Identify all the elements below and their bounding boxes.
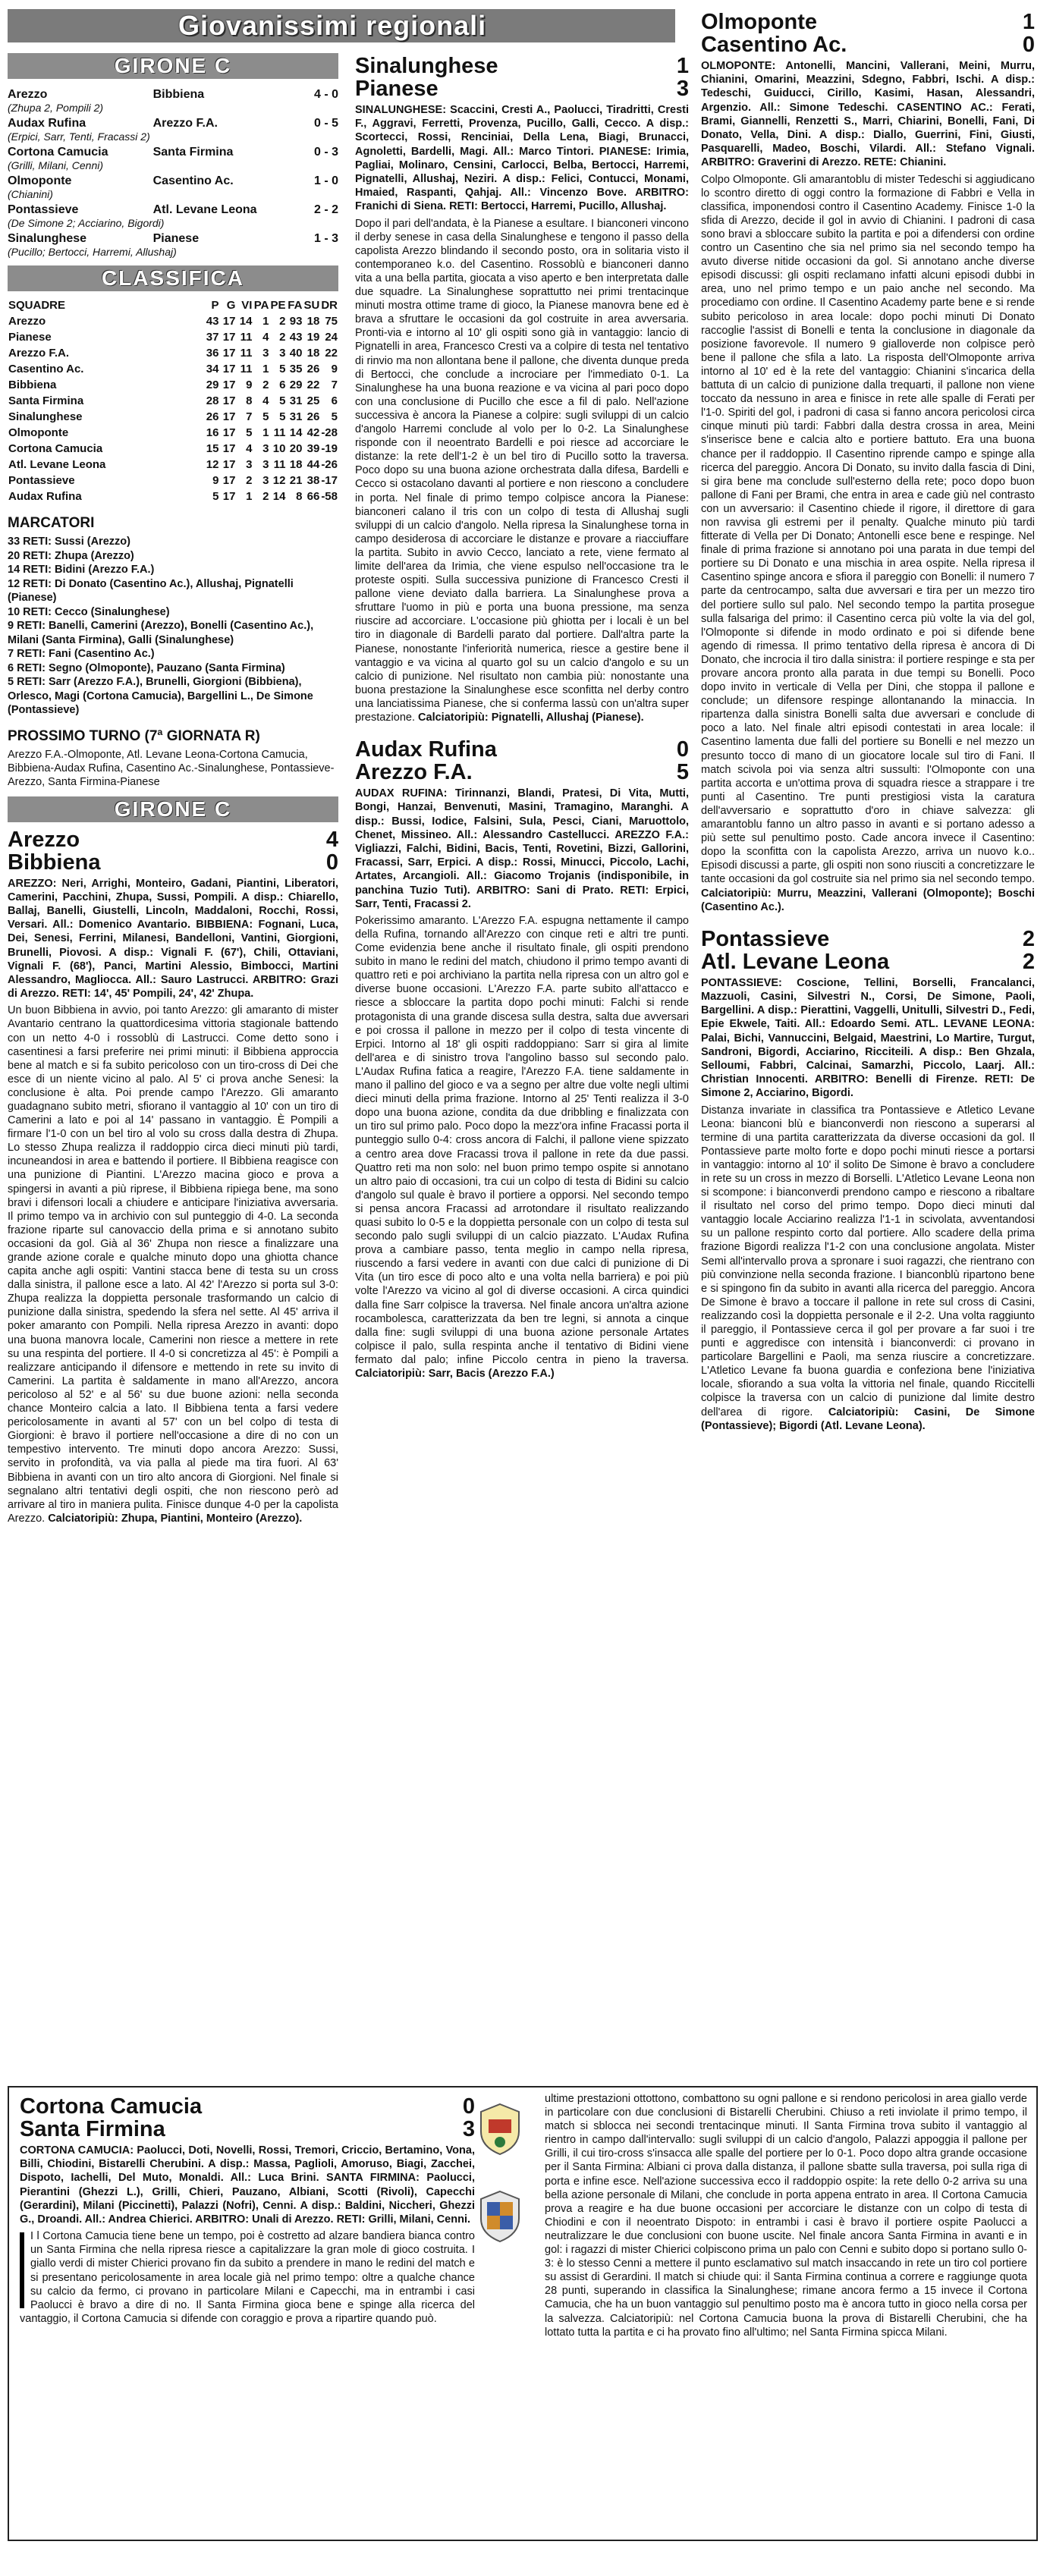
- standings-value: 17: [222, 331, 236, 344]
- standings-value: 11: [273, 458, 286, 471]
- column-3: [701, 11, 1035, 1447]
- prossimo-turno-title: PROSSIMO TURNO (7ª GIORNATA R): [8, 727, 260, 744]
- standings-header-cell: SU: [303, 299, 320, 312]
- standings-header-cell: PA: [253, 299, 269, 312]
- marcatori-list: [8, 535, 338, 718]
- standings-value: 26: [306, 363, 320, 375]
- standings-header-cell: FA: [288, 299, 303, 312]
- marcatori-title: MARCATORI: [8, 515, 95, 531]
- result-row: [8, 114, 338, 130]
- standings-value: 17: [222, 347, 236, 360]
- standings-value: 17: [222, 315, 236, 328]
- standings-header-cell: P: [211, 299, 219, 312]
- result-row: [8, 143, 338, 159]
- girone-bar-2: GIRONE C: [8, 796, 338, 822]
- standings-header-cell: DR: [321, 299, 338, 312]
- standings-row: [8, 393, 338, 409]
- standings-value: 31: [289, 394, 303, 407]
- match-header-home: [8, 828, 338, 851]
- match-body: [8, 1004, 338, 1525]
- standings-team: Olmoponte: [8, 426, 69, 439]
- result-home: Olmoponte: [8, 174, 72, 187]
- standings-team: Pianese: [8, 331, 52, 344]
- standings-row: [8, 457, 338, 473]
- calciatori-label: Calciatoripiù:: [418, 712, 489, 724]
- standings-header-cell: PE: [270, 299, 286, 312]
- standings-value: 14: [272, 490, 286, 503]
- standings-value: 6: [331, 394, 338, 407]
- calciatori-names: Murru, Meazzini, Vallerani (Olmoponte); Boschi (Casentino Ac.).: [701, 887, 1035, 913]
- result-score: 0 - 3: [313, 146, 338, 159]
- score-home: 1: [676, 54, 689, 78]
- match-header-away: [355, 77, 689, 100]
- match-roster: AUDAX RUFINA: Tirinnanzi, Blandi, Pratesi, Di Vita, Mutti, Bongi, Hanzai, Benvenuti, Masini, Tramagino, Maranghi. A disp.: Bussi, Iodice, Falsini, Sula, Pesci, Ciani, Maruottolo, Chenet, Missineo. All.: Alessandro Castellucci. AREZZO F.A.: Vigliazzi, Falchi, Bidini, Bacis, Tenti, Rovetini, Bizzi, Gallorini, Fracassi, Sarr, Erpici. A disp.: Rossi, Minucci, Piccolo, Lachi, Artates, Arcangioli. All.: Giacomo Trojanis (indisponibile, in panchina Tuzio Tuti). ARBITRO: Sani di Prato. RETI: Erpici, Sarr, Tenti, Fracassi 2.: [355, 787, 689, 910]
- result-home: Pontassieve: [8, 203, 79, 216]
- standings-row: [8, 409, 338, 425]
- match-article: [701, 11, 1035, 914]
- match-body-left-text: I l Cortona Camucia tiene bene un tempo, poi è costretto ad alzare bandiera bianca contro un Santa Firmina che nella ripresa riesce a capitalizzare la gran mole di gioco costruita. I giallo verdi di mister Chierici provano fin da subito a prendere in mano le redini del match e si presentano pericolosamente in area locale già nel primo tempo: oltre a qualche chance su calcio da fermo, ci provano in particolare Milani e Capecchi, ma in entrambi i casi Paolucci è bravo a dire di no. Il Santa Firmina gioca bene e spinge alla ricerca del vantaggio, il Cortona Camucia si difende con coraggio e prova a ripartire quando può.: [20, 2230, 475, 2325]
- standings-team: Arezzo: [8, 315, 46, 328]
- standings-value: 22: [325, 347, 338, 360]
- standings-value: 1: [262, 426, 269, 439]
- scorer-line: 7 RETI: Fani (Casentino Ac.): [8, 648, 155, 660]
- team-home: Sinalunghese: [355, 54, 498, 78]
- column-2: [355, 55, 689, 1394]
- standings-value: 19: [306, 331, 320, 344]
- team-home: Arezzo: [8, 827, 80, 852]
- standings-value: 18: [289, 458, 303, 471]
- standings-value: 4: [262, 331, 269, 344]
- match-body-text: Colpo Olmoponte. Gli amarantoblu di mister Tedeschi si aggiudicano lo scontro diretto di oggi contro la formazione di Fabbri e Vella in classifica, imponendosi contro il Casentino Academy. Finisce 1-0 la sfida di Arezzo, decide il gol in avvio di Chianini. I padroni di casa sono bravi a sbloccare subito la partita e poi a difendersi con ordine contro un Casentino che sia nel primo sia nel secondo tempo ha avuto diverse nitide occasioni da gol. Si annotano anche diverse episodi discussi: gli ospiti reclamano infatti alcuni episodi dubbi in area, uno nel primo tempo e un paio anche nel secondo. Ma procediamo con ordine. Il Casentino Academy parte bene e si rende subito pericoloso in area locale: dopo pochi minuti Di Donato raccoglie l'assist di Bonelli e tenta la conclusione in diagonale da posizione favorevole. Il numero 9 gialloverde non colpisce però bene il pallone che sfila a lato. La risposta dell'Olmoponte arriva intorno al 10' ed è la rete del vantaggio: Chianini s'incarica della battuta di un calcio di punizione dalla trequarti, il pallone non viene toccato da nessuno in area e finisce in rete alle spalle di Ferati per l'1-0. Spiriti del gol, i padroni di casa si fanno ancora pericolosi circa cinque minuti più tardi: Fabbri dalla destra crossa in area, Meini s'inserisce bene e calcia alto e portiere battuto. Era una buona chance per il raddoppio. Il Casentino riprende campo e spinge alla ricerca del pareggio. Ancora Di Donato, su invito dalla fascia di Dini, si gira bene ma conclude sull'esterno della rete; poco dopo buon pallone di Fani per Brami, che entra in area e cade giù nel contrasto con un avversario: il Casentino chiede il rigore, il direttore di gara non ravvisa gli estremi per il penalty. Qualche minuto più tardi fitterate di Vella per Di Donato; Antonelli esce bene e respinge. Nel finale di prima frazione si annotano poi una parata in due tempi del portiere su Di Donato e una mischia in area ospite. Nella ripresa il Casentino spinge ancora e sfiora il pareggio con Bonelli: il numero 7 parte da centrocampo, salta due avversari e tira per un mezzo tiro del portiere sullo sul palo. Nel secondo tempo la partita prosegue sulla falsariga del primo: il Casentino cerca più volte la via del gol, l'Olmoponte si difende in modo ordinato e poi si difende bene agendo di rimessa. Il primo tentativo della ripresa è ancora di Di Donato, che incrocia il tiro dalla sinistra: il portiere respinge e sta per provare ancora pronto alla parata in due tempi su Bonelli. Poco dopo invito in verticale di Vella per Dini, che stoppa il pallone e conclude; un difensore respinge allontanando la minaccia. In ripartenza dalla sinistra Bonelli salta due avversari e conclude di poco a lato. Nel finale altri episodi contestati in area locale: il Casentino lamenta due falli del portiere su Bonelli e nel mezzo un presunto tocco di mano di un giocatore locale sul tiro di Fani. Il match scivola poi via senza altri sussulti: l'Olmoponte con una partita accorta e un'ottima prova di squadra riesce a strappare i tre punti al Casentino. Tre punti prestigiosi vista la caratura dell'avversario e soprattutto d'oro in chiave salvezza: gli amarantoblu fanno un altro passo in avanti e si portano adesso a più sette sul penultimo posto. Cade ancora invece il Casentino: dopo la sconfitta con la capolista Arezzo, arriva un nuovo k.o.. Episodi discussi a parte, gli ospiti non sono riusciti a concretizzare le tante occasioni da gol costruite sia nel primo sia nel secondo tempo.: [701, 173, 1035, 886]
- match-body-text: Un buon Bibbiena in avvio, poi tanto Arezzo: gli amaranto di mister Avantario centrano la quattordicesima vittoria stagionale battendo con un netto 4-0 i rossoblù di Lastrucci. Come detto sono i casentinesi a farsi preferire nei primi minuti: il Bibbiena approccia bene al match e si fa subito pericoloso con un tiro-cross di Dei che esce di un niente vicino al palo. Al 5' ci prova anche Senesi: la conclusione è alta. Poi prende campo l'Arezzo. Gli amaranto guadagnano subito metri, sfiorano il vantaggio al 10' con un tiro di Camerini a lato e poi al 14' passano in vantaggio. È Pompili a firmare l'1-0 con un bel tiro al volo su cross dalla destra di Zhupa. Lo stesso Zhupa realizza il raddoppio circa dieci minuti più tardi, incuneandosi in area e battendo il portiere. Il Bibbiena reagisce con una punizione di Piantini. L'Arezzo macina gioco e prova a spingersi in avanti a più riprese, il Bibbiena ripiega bene, ma sono bravi i difensori locali a chiudere e anticipare l'iniziativa avversaria. Il primo tempo va in archivio con sul punteggio di 4-0. La seconda frazione riparte sul canovaccio della prima e si annotano subito occasioni da gol. Già al 36' Zhupa non riesce a finalizzare una grande azione corale e qualche minuto dopo una ghiotta chance capita anche agli ospiti: Vantini stacca bene di testa su un cross dalla sinistra, il pallone esce a lato. Al 42' l'Arezzo si porta sul 3-0: Zhupa realizza la doppietta personale trasformando un calcio di punizione dalla sinistra, spedendo la sfera nel sette. Al 45' arriva il poker amaranto con Pompili. Nella ripresa Arezzo in avanti: dopo una buona manovra locale, Camerini non riesce a mettere in rete su una respinta del portiere. Il 4-0 si concretizza al 45': è Pompili a realizzare anticipando il difensore e mettendo in rete su invito di Camerini. La partita è saldamente in mano all'Arezzo, ancora pericoloso al 52' e al 56' su due buone azioni: nella seconda chance Monteiro calcia a lato. Il Bibbiena tenta a farsi vedere pericolosamente in avanti al 57' con un bel colpo di testa di Giorgioni: è bravo il portiere nell'occasione a dire di no con un tempestivo intervento. Tre minuti dopo ancora Arezzo: Sussi, servito in profondità, va via palla al piede ma tira fuori. Al 63' Bibbiena in avanti con un tiro alto ancora di Giorgioni. Nel finale si segnalano altri tentativi degli ospiti, che non riescono però ad arrivare al tiro in maniera pulita. Finisce dunque 4-0 per la capolista Arezzo.: [8, 1004, 338, 1525]
- team-crest-icon: [478, 2103, 522, 2156]
- match-header-away: [701, 33, 1035, 56]
- standings-value: 1: [262, 315, 269, 328]
- score-home: 0: [676, 737, 689, 762]
- standings-value: 40: [289, 347, 303, 360]
- standings-value: 5: [279, 394, 286, 407]
- match-roster: PONTASSIEVE: Coscione, Tellini, Borselli, Francalanci, Mazzuoli, Casini, Silvestri N., Corsi, De Simone, Paoli, Bargellini. A disp.: Pierattini, Vaggelli, Unitulli, Silvestri D., Fedi, Epie Ekwele, Taiti. All.: Edoardo Semi. ATL. LEVANE LEONA: Palai, Bichi, Vannuccini, Belgaid, Maestrini, Lo Martire, Turgut, Sandroni, Bigordi, Acciarino, Ricciteili. A disp.: Ben Ghzala, Selloumi, Fabbri, Calcinai, Samarzhi, Piccolo, Laarj. All.: Christian Innocenti. ARBITRO: Benelli di Firenze. RETI: De Simone 2, Acciarino, Bigordi.: [701, 976, 1035, 1100]
- standings-value: -17: [321, 474, 338, 487]
- standings-row: [8, 313, 338, 329]
- result-row: [8, 85, 338, 102]
- standings-value: 12: [272, 474, 286, 487]
- result-scorers: (De Simone 2; Acciarino, Bigordi): [8, 217, 165, 229]
- standings-team: Cortona Camucia: [8, 442, 103, 455]
- standings-value: 42: [306, 426, 320, 439]
- team-home: Audax Rufina: [355, 737, 497, 762]
- section-banner: Giovanissimi regionali: [8, 9, 675, 42]
- match-body-text: Distanza invariate in classifica tra Pontassieve e Atletico Levane Leona: bianconi blù e bianconverdi non riescono a superarsi al termine di una partita caratterizzata da diverse occasioni da gol. Il Pontassieve parte molto forte e dopo pochi minuti riesce a portarsi in vantaggio: intorno al 10' il solito De Simone è bravo a concludere in rete su un cross in mezzo di Borselli. L'Atletico Levane Leona non si scompone: i bianconverdi prendono campo e riescono a ribaltare il risultato nel corso del primo tempo. Dopo dieci minuti dal vantaggio locale Acciarino realizza l'1-1 in scivolata, avventandosi su un pallone respinto corto dal portiere. Allo scadere della prima frazione Bigordi realizza l'1-2 con una conclusione angolata. Mister Semi all'intervallo prova a spronare i suoi ragazzi, che rientrano con più convinzione nella seconda frazione. I bianconblù ripartono bene e si spingono fin da subito in avanti alla ricerca del pareggio. Ancora De Simone è bravo a toccare il pallone in rete sul cross di Casini, realizzando così la doppietta personale e il 2-2. Una volta raggiunto il pareggio, il Pontassieve cerca il gol per provare a far suoi i tre punti e aggredisce con intensità i bianconverdi: ci provano in particolare Bargellini e Paoli, ma senza riuscire a concretizzare. L'Atletico Levane fa buona guardia e confeziona bene l'iniziativa locale, sfiorando a sua volta la vittoria nel finale, quando Riccitelli colpisce la traversa con un calcio di punizione dal limite destro dell'area di rigore.: [701, 1104, 1035, 1418]
- match-header-home: [355, 55, 689, 77]
- standings-value: 4: [262, 394, 269, 407]
- standings-value: 38: [306, 474, 320, 487]
- result-scorers: (Grilli, Milani, Cenni): [8, 159, 104, 171]
- standings-value: 36: [206, 347, 219, 360]
- team-away: Pianese: [355, 77, 438, 101]
- standings-team: Audax Rufina: [8, 490, 82, 503]
- match-body-text: Dopo il pari dell'andata, è la Pianese a esultare. I bianconeri vincono il derby senese in casa della Sinalunghese e tengono il passo della capolista Arezzo blindando il secondo posto, ora in solitaria visto il contemporaneo k.o. del Casentino. Rossoblù e bianconeri danno vita a una bella partita, giocata a viso aperto e ben interpretata dalle due squadre. La Sinalunghese soprattutto nei primi trentacinque minuti mostra ottime trame di gioco, la Pianese manovra bene ed è brava a sfruttare le occasioni da gol costruite in area avversaria. Pronti-via e intorno al 10' gli ospiti sono già in vantaggio: lancio di Pignatelli in area, Francesco Cresti va a colpire di testa nel tentativo di rinvio ma non allontana bene il pallone, che diventa dunque preda di Bertocci, che conclude a incrociare per l'immediato 0-1. La Sinalunghese ha una buona reazione e va vicina al pari poco dopo con una conclusione di Pucillo che esce a fil di palo. Nell'azione successiva è ancora la Pianese a colpire: sugli sviluppi di un calcio d'angolo Harremi conclude al volo per lo 0-2. La Sinalunghese risponde con il neoentrato Bardelli e poi riesce ad accorciare le distanze: la rete dell'1-2 è un bel tiro di Pucillo sotto la traversa. Poco dopo su una buona azione orchestrata dalla difesa, Bardelli e Cecco si ostacolano davanti al portiere e non riescono a concludere in porta. Nel finale di primo tempo colpisce ancora la Pianese: bianconeri calano il tris con un colpo di testa di Allushaj sugli sviluppi di un calcio d'angolo. Nella ripresa la Sinalunghese torna in campo desiderosa di accorciare le distanze e provare a riacciuffare la partita. Subito in avvio Cecco, lanciato a rete, viene fermato al limite dell'area da Irimia, che viene espulso nell'occasione tra le proteste ospiti. Sulla successiva punizione di Francesco Cresti il pallone viene deviato dalla barriera. La Sinalunghese prova a sfruttare l'uomo in più e porta una buona pressione, ma senza riuscire ad accorciare. L'occasione più ghiotta per i locali è un bel tiro in diagonale di Bardelli parato dal portiere. Dall'altra parte la Pianese, nonostante l'inferiorità numerica, riesce a gestire bene il vantaggio e va vicina al quarto gol su un calcio d'angolo e su un calcio di punizione. Nel risultato non cambia più: nonostante una buona prestazione la Sinalunghese esce sconfitta nel derby contro una lanciatissima Pianese, che si conferma lassù con un'altra super prestazione.: [355, 217, 689, 724]
- standings-value: 11: [273, 426, 286, 439]
- standings-header-cell: SQUADRE: [8, 299, 66, 312]
- result-away: Pianese: [152, 232, 200, 245]
- score-home: 4: [325, 827, 338, 852]
- classifica-title: CLASSIFICA: [8, 265, 338, 291]
- standings-value: 12: [206, 458, 219, 471]
- standings-value: -28: [321, 426, 338, 439]
- standings-value: 93: [289, 315, 303, 328]
- result-home: Arezzo: [8, 88, 48, 101]
- scorer-line: 5 RETI: Sarr (Arezzo F.A.), Brunelli, Giorgioni (Bibbiena), Orlesco, Magi (Cortona Camucia), Bargellini L., De Simone (Pontassieve): [8, 676, 313, 716]
- standings-value: 10: [272, 442, 286, 455]
- standings-value: 17: [222, 474, 236, 487]
- standings-value: 43: [289, 331, 303, 344]
- match-body: [355, 217, 689, 724]
- scorer-line: 33 RETI: Sussi (Arezzo): [8, 536, 130, 548]
- standings-value: 4: [246, 442, 253, 455]
- standings-team: Atl. Levane Leona: [8, 458, 106, 471]
- calciatori-label: Calciatoripiù:: [48, 1512, 118, 1525]
- standings-value: 8: [246, 394, 253, 407]
- standings-value: 20: [289, 442, 303, 455]
- match-roster: CORTONA CAMUCIA: Paolucci, Doti, Novelli, Rossi, Tremori, Criccio, Bertamino, Vona, Billi, Chiodini, Bistarelli Cherubini. A disp.: Massa, Paglioli, Amoruso, Biagi, Zacchei, Dispoto, Iachelli, Del Muto, Monaldi. All.: Luca Brini. SANTA FIRMINA: Paolucci, Pierantini (Ghezzi L.), Grilli, Chieri, Pauzano, Albiani, Scotti (Rivoli), Capecchi (Gerardini), Milani (Piccinetti), Palazzi (Nofri), Cenni. A disp.: Baldini, Niccheri, Ghezzi G., Droandi. All.: Andrea Chierici. ARBITRO: Unali di Arezzo. RETI: Grilli, Milani, Cenni.: [20, 2144, 475, 2226]
- standings-row: [8, 441, 338, 457]
- result-score: 4 - 0: [313, 88, 338, 101]
- standings-value: 5: [331, 410, 338, 423]
- result-away: Atl. Levane Leona: [152, 203, 257, 216]
- match-header-away: [8, 851, 338, 874]
- standings-row: [8, 377, 338, 393]
- team-away: Casentino Ac.: [701, 33, 847, 57]
- standings-value: 3: [262, 458, 269, 471]
- result-scorers-row: [8, 159, 338, 171]
- calciatori-names: Casini, De Simone (Pontassieve); Bigordi (Atl. Levane Leona).: [701, 1406, 1036, 1432]
- standings-value: 2: [279, 315, 286, 328]
- score-home: 0: [462, 2094, 475, 2119]
- match-roster: SINALUNGHESE: Scaccini, Cresti A., Paolucci, Tiradritti, Cresti F., Aggravi, Ferretti, Provenza, Pucillo, Galli, Cecco. A disp.: Scortecci, Rossi, Renciniai, Della Lena, Biagi, Brunacci, Agnoletti, Bardelli, Magi. All.: Marco Tintori. PIANESE: Irimia, Pagliai, Molinaro, Censini, Carlocci, Belba, Bertocci, Harremi, Pignatelli, Allushaj, Neziri. A disp.: Felici, Contucci, Monami, Hmaied, Raspanti, Qahjaj. All.: Vincenzo Bove. ARBITRO: Franichi di Siena. RETI: Bertocci, Harremi, Pucillo, Allushaj.: [355, 104, 689, 213]
- calciatori-label: Calciatoripiù:: [828, 1406, 899, 1418]
- standings-row: [8, 329, 338, 345]
- standings-value: 8: [296, 490, 303, 503]
- result-row: [8, 229, 338, 246]
- team-away: Atl. Levane Leona: [701, 949, 890, 974]
- standings-value: 17: [222, 410, 236, 423]
- match-header-home: [355, 738, 689, 761]
- team-away: Santa Firmina: [20, 2117, 165, 2141]
- match-body: [355, 914, 689, 1381]
- standings-value: 25: [306, 394, 320, 407]
- standings-value: 2: [262, 379, 269, 391]
- standings-value: 24: [325, 331, 338, 344]
- standings-value: 9: [246, 379, 253, 391]
- match-header-home: [701, 928, 1035, 950]
- result-scorers-row: [8, 217, 338, 229]
- standings-value: 17: [222, 394, 236, 407]
- standings-value: 17: [222, 490, 236, 503]
- score-away: 2: [1022, 949, 1035, 974]
- standings-value: 18: [306, 347, 320, 360]
- standings-row: [8, 361, 338, 377]
- standings-value: 44: [306, 458, 320, 471]
- result-away: Santa Firmina: [152, 146, 234, 159]
- standings-row: [8, 473, 338, 488]
- score-home: 1: [1022, 10, 1035, 34]
- score-away: 0: [1022, 33, 1035, 57]
- column-1: [8, 46, 338, 1539]
- results-table: [8, 85, 338, 258]
- standings-value: 17: [222, 379, 236, 391]
- calciatori-names: Pignatelli, Allushaj (Pianese).: [491, 712, 644, 724]
- standings-value: 66: [306, 490, 320, 503]
- standings-value: 16: [206, 426, 219, 439]
- scorer-line: 6 RETI: Segno (Olmoponte), Pauzano (Santa Firmina): [8, 661, 285, 674]
- standings-value: 34: [206, 363, 219, 375]
- standings-value: 11: [240, 331, 253, 344]
- standings-value: 17: [222, 426, 236, 439]
- standings-value: 18: [306, 315, 320, 328]
- bottom-match-left: [20, 2095, 475, 2326]
- result-score: 2 - 2: [313, 203, 338, 216]
- match-body: [701, 1104, 1035, 1433]
- standings-value: 21: [289, 474, 303, 487]
- col2-matches: [355, 55, 689, 1381]
- calciatori-names: Zhupa, Piantini, Monteiro (Arezzo).: [121, 1512, 303, 1525]
- score-away: 0: [325, 850, 338, 875]
- standings-value: 17: [222, 363, 236, 375]
- standings-value: 35: [289, 363, 303, 375]
- result-scorers-row: [8, 102, 338, 114]
- result-score: 0 - 5: [313, 117, 338, 130]
- standings-value: 9: [212, 474, 219, 487]
- result-away: Bibbiena: [152, 88, 205, 101]
- standings-value: 43: [206, 315, 219, 328]
- standings-value: 26: [306, 410, 320, 423]
- calciatori-label: Calciatoripiù:: [701, 887, 772, 900]
- result-scorers: (Erpici, Sarr, Tenti, Fracassi 2): [8, 130, 150, 143]
- col3-matches: [701, 11, 1035, 1433]
- girone-results-title: GIRONE C: [8, 53, 338, 79]
- result-home: Audax Rufina: [8, 117, 86, 130]
- standings-value: 22: [306, 379, 320, 391]
- score-home: 2: [1022, 926, 1035, 951]
- scorer-line: 9 RETI: Banelli, Camerini (Arezzo), Bonelli (Casentino Ac.), Milani (Santa Firmina), Galli (Sinalunghese): [8, 620, 314, 646]
- prossimo-turno-text: Arezzo F.A.-Olmoponte, Atl. Levane Leona-Cortona Camucia, Bibbiena-Audax Rufina, Casentino Ac.-Sinalunghese, Pontassieve-Arezzo, Santa Firmina-Pianese: [8, 748, 335, 788]
- standings-value: 17: [222, 458, 236, 471]
- standings-value: 5: [246, 426, 253, 439]
- standings-value: 26: [206, 410, 219, 423]
- standings-value: 5: [212, 490, 219, 503]
- team-home: Pontassieve: [701, 926, 830, 951]
- match-header-away: [20, 2118, 475, 2141]
- match-header-home: [701, 11, 1035, 33]
- match-article: [355, 55, 689, 724]
- standings-team: Arezzo F.A.: [8, 347, 70, 360]
- team-home: Olmoponte: [701, 10, 818, 34]
- result-row: [8, 200, 338, 217]
- standings-value: 28: [206, 394, 219, 407]
- standings-value: 3: [262, 347, 269, 360]
- standings-value: 3: [262, 474, 269, 487]
- match-header-away: [701, 950, 1035, 973]
- match-header-home: [20, 2095, 475, 2118]
- match-body: [701, 173, 1035, 914]
- match-article: [701, 928, 1035, 1433]
- standings-value: 6: [279, 379, 286, 391]
- standings-value: -58: [321, 490, 338, 503]
- standings-team: Sinalunghese: [8, 410, 83, 423]
- match-header-away: [355, 761, 689, 784]
- standings-value: 3: [262, 442, 269, 455]
- team-away: Arezzo F.A.: [355, 760, 473, 785]
- scorer-line: 10 RETI: Cecco (Sinalunghese): [8, 605, 170, 618]
- standings-value: 2: [262, 490, 269, 503]
- standings-value: 37: [206, 331, 219, 344]
- standings-value: -19: [321, 442, 338, 455]
- standings-header-row: [8, 297, 338, 313]
- standings-value: 9: [331, 363, 338, 375]
- match-body-right: ultime prestazioni ottottono, combattono su ogni pallone e si rendono pericolosi in area giallo verde in particolare con due conclusioni di Bistarelli Cherubini. Chiuso a reti inviolate il primo tempo, il match si sblocca nei secondi trentacinque minuti. Il Santa Firmina trova subito il vantaggio al rientro in campo dall'intervallo: sugli sviluppi di un calcio d'angolo, Palazzi appoggia il pallone per Grilli, il cui tiro-cross s'insacca alle spalle del portiere per lo 0-1. Poco dopo altra grande occasione per il Santa Firmina: Albiani ci prova dalla distanza, il pallone sbatte sulla traversa, poi sulla riga di porta e infine esce. Nell'azione successiva ecco il raddoppio ospite: la rete dello 0-2 arriva su una bella azione personale di Milani, che conclude in porta appena entrato in area. Il Cortona Camucia prova a reagire e ha due buone occasioni per accorciare le distanze con un colpo di testa di Chiodini e con il neoentrato Dispoto: in entrambi i casi è bravo il portiere ospite Paolucci a neutralizzare le due conclusioni con buone uscite. Nel finale ancora Santa Firmina in avanti e in gol: i ragazzi di mister Chierici colpiscono prima un palo con Cenni e subito dopo si portano sullo 0-3: è lo stesso Cenni a mettere il punto esclamativo sul match insaccando in rete un tiro col portiere su assist di Gerardini. Il match si chiude qui: il Santa Firmina continua a correre e raggiunge quota 28 punti, superando in classifica la Sinalunghese; rimane ancora fermo a 15 invece il Cortona Camucia, che ha un buon vantaggio sul penultimo posto ma è ancora tutto in gioco nella corsa per la salvezza. Calciatoripiù: nel Cortona Camucia buona la prova di Bistarelli Cherubini, che ha lottato tutta la partita e ci ha provato fino all'ultimo; nel Santa Firmina spicca Milani.: [545, 2093, 1027, 2339]
- standings-value: 11: [240, 363, 253, 375]
- standings-value: 3: [246, 458, 253, 471]
- col1-matches: [8, 828, 338, 1525]
- bottom-match-box: [8, 2086, 1038, 2541]
- standings-team: Pontassieve: [8, 474, 75, 487]
- match-article: [355, 738, 689, 1381]
- dropcap-bar: [20, 2232, 24, 2308]
- result-score: 1 - 0: [313, 174, 338, 187]
- result-row: [8, 171, 338, 188]
- team-away: Bibbiena: [8, 850, 101, 875]
- scorer-line: 14 RETI: Bidini (Arezzo F.A.): [8, 564, 155, 576]
- result-away: Arezzo F.A.: [152, 117, 218, 130]
- score-away: 3: [676, 77, 689, 101]
- standings-value: 14: [239, 315, 253, 328]
- match-body-left: [20, 2229, 475, 2326]
- standings-value: 5: [279, 410, 286, 423]
- scorer-line: 12 RETI: Di Donato (Casentino Ac.), Allushaj, Pignatelli (Pianese): [8, 577, 294, 604]
- match-body-text: Pokerissimo amaranto. L'Arezzo F.A. espugna nettamente il campo della Rufina, tornando all'Arezzo con cinque reti e altri tre punti. Come evidenzia bene anche il risultato finale, gli ospiti prendono subito in mano le redini del match, chiudono il primo tempo avanti di quattro reti e poi archiviano la partita nella ripresa con un altro gol e diverse buone occasioni. L'Arezzo F.A. parte subito all'attacco e riesce a sbloccare la partita dopo pochi minuti: Falchi si rende protagonista di una grande discesa sulla destra, salta due avversari e poi crossa il pallone in mezzo per il colpo di testa vincente di Erpici. Intorno al 18' gli ospiti raddoppiano: Sarr si gira al limite dell'area e di sinistro trova l'angolino basso sul secondo palo. L'Audax Rufina fatica a reagire, l'Arezzo F.A. tiene saldamente in mano il pallino del gioco e va a segno per altre due volte negli ultimi dieci minuti della prima frazione. Intorno al 25' Tenti realizza il 3-0 dopo una buona azione, condita da due dribbling e finalizzata con un tiro sul primo palo. Poco dopo la mezz'ora infine Fracassi porta il punteggio sullo 0-4: cross ancora di Falchi, il pallone viene spizzato a centro area dove Fracassi trova il pallone in rete da due passi. Quattro reti ma non solo: nel buon primo tempo ospite si annotano un altro paio di occasioni, tra cui un colpo di testa di Bidini su calcio d'angolo sul quale è bravo il portiere a opporsi. Nel secondo tempo si pensa ancora Fracassi ad arrotondare il risultato realizzando quasi subito lo 0-5 e la doppietta personale con un colpo di testa sul secondo palo sugli sviluppi di un calcio piazzato. L'Audax Rufina prova a cambiare passo, tenta meglio in campo nella ripresa, riuscendo a farsi vedere in avanti con due calci di punizione di Di Vita (un tiro esce di poco alto e una volta nella barriera) e poi più volte l'Arezzo va vicino al gol di diverse occasioni. A circa quindici dalla fine Sarr colpisce la traversa. Nel finale ancora un'altra azione rocambolesca, caratterizzata da ben tre legni, si annota a cinque dalla fine: sugli sviluppi di una buona azione personale Artates colpisce il palo, sulla respinta anche il tentativo di Bidini viene fermato dal palo; infine Piccolo centra in pieno la traversa.: [355, 914, 689, 1366]
- standings-team: Casentino Ac.: [8, 363, 84, 375]
- calciatori-label: Calciatoripiù:: [355, 1368, 426, 1381]
- result-scorers-row: [8, 246, 338, 258]
- standings-value: 29: [289, 379, 303, 391]
- standings-value: 2: [246, 474, 253, 487]
- result-score: 1 - 3: [313, 232, 338, 245]
- standings-value: 39: [306, 442, 320, 455]
- result-scorers-row: [8, 188, 338, 200]
- team-home: Cortona Camucia: [20, 2094, 203, 2119]
- standings-value: 7: [331, 379, 338, 391]
- standings-row: [8, 488, 338, 504]
- standings-header-cell: VI: [241, 299, 253, 312]
- match-roster: AREZZO: Neri, Arrighi, Monteiro, Gadani, Piantini, Liberatori, Camerini, Pacchini, Zhupa, Sussi, Pompili. A disp.: Chiarello, Ballaj, Banelli, Giustelli, Lincoln, Maddaloni, Rocchi, Rossi, Versari. All.: Domenico Avantario. BIBBIENA: Fognani, Luca, Dei, Senesi, Ferrini, Milanesi, Bandelloni, Vantini, Giorgioni, Brunelli, Piovosi. A disp.: Vignali F. (67'), Chili, Ottaviani, Vignali F. (68'), Panci, Martini Alessio, Bimbocci, Martini Alessandro, Magliocca. All.: Sauro Lastrucci. ARBITRO: Grazi di Arezzo. RETI: 14', 45' Pompili, 24', 42' Zhupa.: [8, 877, 338, 1001]
- standings-header-cell: G: [226, 299, 236, 312]
- match-article: [8, 828, 338, 1525]
- team-crest-icon: [478, 2190, 522, 2243]
- standings-value: -26: [321, 458, 338, 471]
- standings-row: [8, 425, 338, 441]
- standings-value: 7: [246, 410, 253, 423]
- standings-value: 29: [206, 379, 219, 391]
- standings-value: 2: [279, 331, 286, 344]
- result-scorers: (Pucillo; Bertocci, Harremi, Allushaj): [8, 246, 177, 258]
- standings-value: 5: [279, 363, 286, 375]
- result-home: Cortona Camucia: [8, 146, 108, 159]
- standings-row: [8, 345, 338, 361]
- result-scorers-row: [8, 130, 338, 143]
- standings-team: Santa Firmina: [8, 394, 84, 407]
- result-scorers: (Zhupa 2, Pompili 2): [8, 102, 104, 114]
- match-roster: OLMOPONTE: Antonelli, Mancini, Vallerani, Meini, Murru, Chianini, Omarini, Meazzini, Sdegno, Fabbri, Ischi. A disp.: Tedeschi, Guiducci, Cirillo, Kasimi, Hasan, Alessandri, Argenzio. All.: Simone Tedeschi. CASENTINO AC.: Ferati, Brami, Giannelli, Renzetti S., Marri, Chiarini, Bonelli, Fani, Di Donato, Vella, Dini. A disp.: Diallo, Guerrini, Fini, Giusti, Pasquarelli, Madeo, Boschi, Vilardi. All.: Stefano Vignali. ARBITRO: Graverini di Arezzo. RETE: Chianini.: [701, 60, 1035, 169]
- result-scorers: (Chianini): [8, 188, 53, 200]
- standings-team: Bibbiena: [8, 379, 57, 391]
- standings-value: 1: [246, 490, 253, 503]
- result-home: Sinalunghese: [8, 232, 87, 245]
- standings-value: 14: [289, 426, 303, 439]
- standings-table: [8, 297, 338, 504]
- scorer-line: 20 RETI: Zhupa (Arezzo): [8, 549, 134, 562]
- standings-value: 17: [222, 442, 236, 455]
- standings-value: 75: [325, 315, 338, 328]
- standings-value: 11: [240, 347, 253, 360]
- score-away: 3: [462, 2117, 475, 2141]
- standings-value: 3: [279, 347, 286, 360]
- standings-value: 1: [262, 363, 269, 375]
- score-away: 5: [676, 760, 689, 785]
- result-away: Casentino Ac.: [152, 174, 234, 187]
- standings-value: 31: [289, 410, 303, 423]
- standings-value: 15: [206, 442, 219, 455]
- calciatori-names: Sarr, Bacis (Arezzo F.A.): [428, 1368, 555, 1381]
- standings-value: 5: [262, 410, 269, 423]
